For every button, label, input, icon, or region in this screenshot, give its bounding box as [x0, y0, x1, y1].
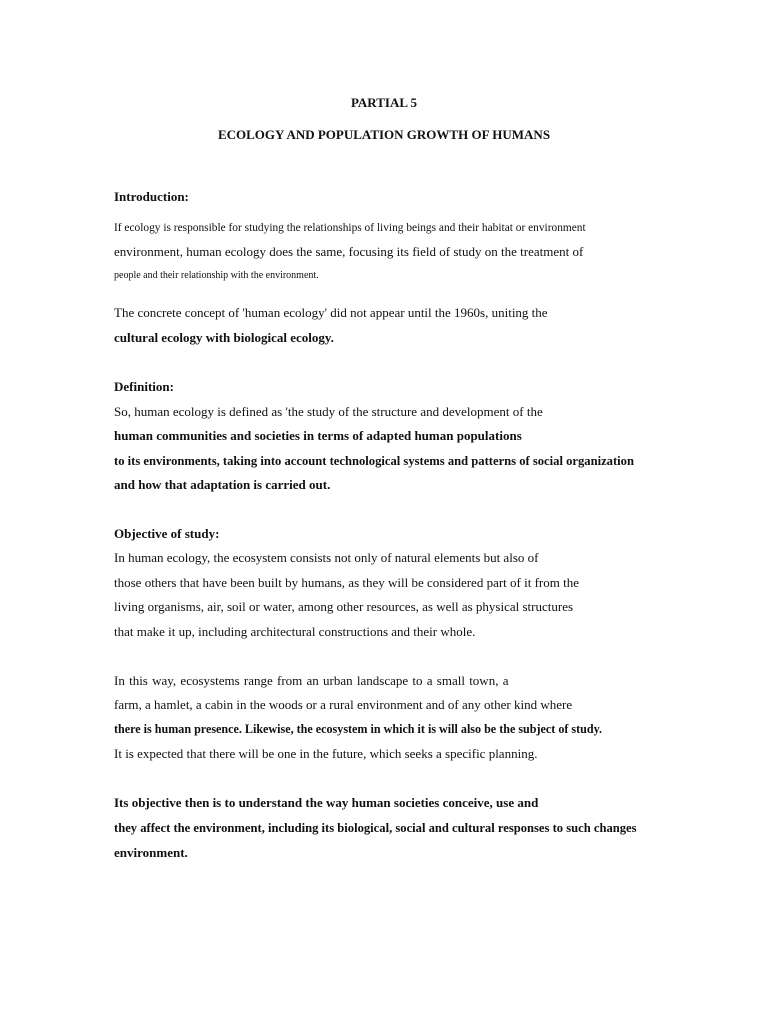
- objective-line-10: they affect the environment, including its biological, social and cultural responses to such changes: [114, 821, 637, 835]
- introduction-line-5: cultural ecology with biological ecology.: [114, 330, 334, 345]
- objective-line-1: In human ecology, the ecosystem consists not only of natural elements but also of: [114, 550, 539, 565]
- objective-line-8: It is expected that there will be one in the future, which seeks a specific planning.: [114, 746, 538, 761]
- objective-line-9: Its objective then is to understand the way human societies conceive, use and: [114, 795, 539, 810]
- objective-line-2: those others that have been built by humans, as they will be considered part of it from the: [114, 575, 579, 590]
- objective-line-6: farm, a hamlet, a cabin in the woods or a rural environment and of any other kind where: [114, 697, 573, 712]
- partial-title: PARTIAL 5: [350, 95, 418, 110]
- introduction-heading: Introduction:: [114, 189, 189, 204]
- introduction-line-4: The concrete concept of 'human ecology' did not appear until the 1960s, uniting the: [114, 305, 548, 320]
- introduction-line-1: If ecology is responsible for studying the relationships of living beings and their habitat or environment: [114, 222, 586, 234]
- introduction-line-3: people and their relationship with the environment.: [114, 270, 319, 281]
- definition-line-2: human communities and societies in terms of adapted human populations: [114, 428, 522, 443]
- main-title: ECOLOGY AND POPULATION GROWTH OF HUMANS: [217, 127, 551, 142]
- objective-line-3: living organisms, air, soil or water, among other resources, as well as physical structures: [114, 599, 574, 614]
- introduction-line-2: environment, human ecology does the same, focusing its field of study on the treatment of: [114, 244, 584, 259]
- objective-line-7: there is human presence. Likewise, the ecosystem in which it is will also be the subject of study.: [114, 722, 603, 736]
- definition-line-4: and how that adaptation is carried out.: [114, 477, 331, 492]
- definition-heading: Definition:: [114, 379, 174, 394]
- definition-line-3: to its environments, taking into account technological systems and patterns of social organization: [114, 454, 634, 468]
- objective-heading: Objective of study:: [114, 526, 220, 541]
- objective-line-5: In this way, ecosystems range from an urban landscape to a small town, a: [114, 673, 509, 688]
- definition-line-1: So, human ecology is defined as 'the study of the structure and development of the: [114, 404, 543, 419]
- objective-line-11: environment.: [114, 845, 188, 860]
- objective-line-4: that make it up, including architectural constructions and their whole.: [114, 624, 476, 639]
